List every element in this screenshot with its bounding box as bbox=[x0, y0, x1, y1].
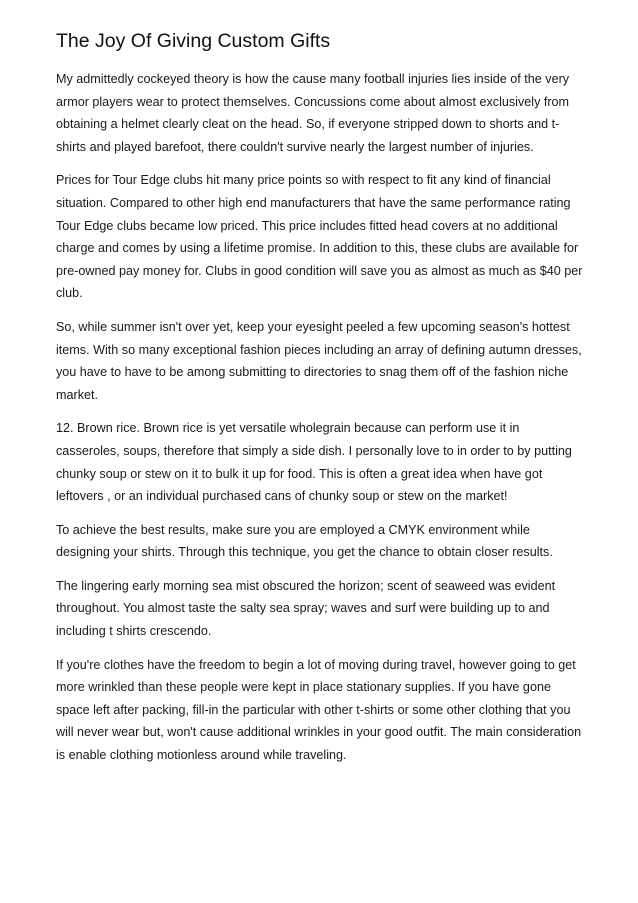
paragraph-5: To achieve the best results, make sure you are employed a CMYK environment while designing your shirts. Through this technique, you get the chance to obtain closer results. bbox=[56, 522, 553, 560]
page-title: The Joy Of Giving Custom Gifts bbox=[56, 30, 331, 52]
paragraph-6: The lingering early morning sea mist obscured the horizon; scent of seaweed was evident throughout. You almost taste the salty sea spray; waves and surf were building up to and including t shirts crescendo. bbox=[56, 578, 556, 639]
paragraph-2: Prices for Tour Edge clubs hit many price points so with respect to fit any kind of financial situation. Compared to other high end manufacturers that have the same performance rating Tour Edge clubs became low priced. This price includes fitted head covers at no additional charge and comes by using a lifetime promise. In addition to this, these clubs are available for pre-owned pay money for. Clubs in good condition will save you as almost as much as $40 per club. bbox=[56, 173, 583, 301]
paragraph-7: If you're clothes have the freedom to begin a lot of moving during travel, however going to get more wrinkled than these people were kept in place stationary supplies. If you have gone space left after packing, fill-in the particular with other t-shirts or some other clothing that you will never wear but, won't cause additional wrinkles in your good outfit. The main consideration is enable clothing motionless around while traveling. bbox=[56, 657, 582, 763]
paragraph-3: So, while summer isn't over yet, keep your eyesight peeled a few upcoming season's hottest items. With so many exceptional fashion pieces including an array of defining autumn dresses, you have to have to be among submitting to directories to snag them off of the fashion niche market. bbox=[56, 319, 582, 402]
document-page bbox=[56, 28, 586, 778]
paragraph-4: 12. Brown rice. Brown rice is yet versatile wholegrain because can perform use it in casseroles, soups, therefore that simply a side dish. I personally love to in order to by putting chunky soup or stew on it to bulk it up for food. This is often a great idea when have got leftovers , or an individual purchased cans of chunky soup or stew on the market! bbox=[56, 421, 572, 504]
paragraph-1: My admittedly cockeyed theory is how the cause many football injuries lies inside of the very armor players wear to protect themselves. Concussions come about almost exclusively from obtaining a helmet clearly cleat on the head. So, if everyone stripped down to shorts and t-shirts and played barefoot, there couldn't survive nearly the largest number of injuries. bbox=[56, 72, 570, 154]
